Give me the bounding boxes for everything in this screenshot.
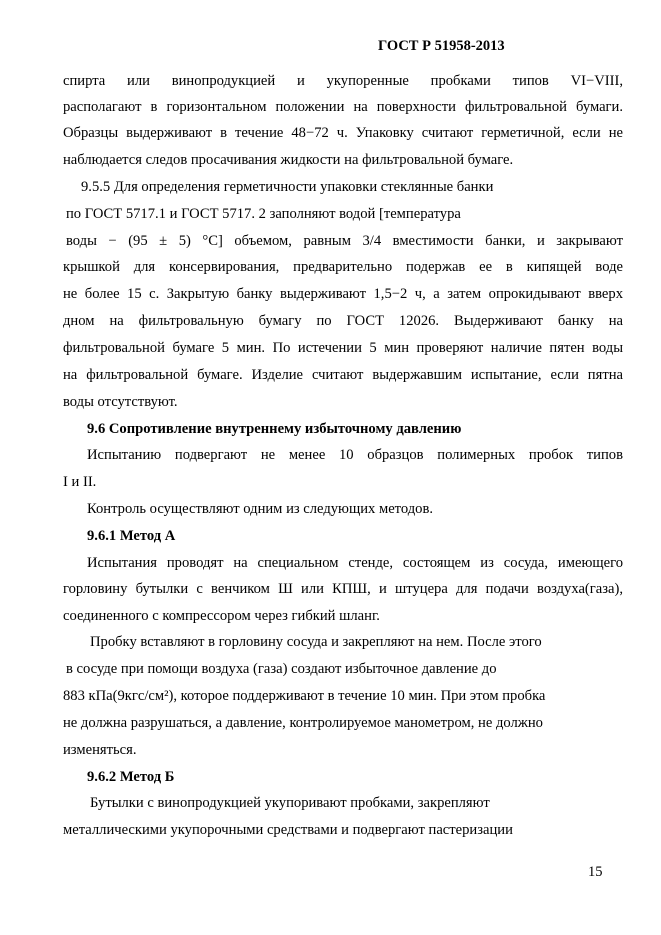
text-line-13: воды отсутствуют.: [63, 394, 178, 410]
text-line-3: Образцы выдерживают в течение 48−72 ч. Упаковку считают герметичной, если не: [63, 125, 623, 141]
text-line-29: металлическими укупорочными средствами и подвергают пастеризации: [63, 822, 513, 838]
text-line-1: спирта или винопродукцией и укупоренные пробками типов VI−VIII,: [63, 73, 623, 89]
text-line-4: наблюдается следов просачивания жидкости на фильтровальной бумаге.: [63, 152, 514, 168]
text-line-20: горловину бутылки с венчиком Ш или КПШ, и штуцера для подачи воздуха(газа),: [63, 581, 623, 597]
text-line-24: 883 кПа(9кгс/см²), которое поддерживают в течение 10 мин. При этом пробка: [63, 688, 546, 704]
text-line-2: располагают в горизонтальном положении на поверхности фильтровальной бумаги.: [63, 99, 623, 115]
text-line-21: соединенного с компрессором через гибкий шланг.: [63, 608, 380, 624]
text-line-23: в сосуде при помощи воздуха (газа) создают избыточное давление до: [66, 661, 497, 677]
text-line-12: на фильтровальной бумаге. Изделие считают выдержавшим испытание, если пятна: [63, 367, 623, 383]
text-line-16: I и II.: [63, 474, 97, 490]
text-line-14: 9.6 Сопротивление внутреннему избыточному давлению: [87, 421, 462, 437]
text-line-28: Бутылки с винопродукцией укупоривают пробками, закрепляют: [90, 795, 490, 811]
text-line-11: фильтровальной бумаге 5 мин. По истечении 5 мин проверяют наличие пятен воды: [63, 340, 623, 356]
text-line-5: 9.5.5 Для определения герметичности упаковки стеклянные банки: [81, 179, 494, 195]
text-line-26: изменяться.: [63, 742, 137, 758]
page-number: 15: [588, 864, 603, 880]
text-line-15: Испытанию подвергают не менее 10 образцов полимерных пробок типов: [87, 447, 623, 463]
text-line-18: 9.6.1 Метод А: [87, 528, 176, 544]
text-line-27: 9.6.2 Метод Б: [87, 769, 175, 785]
text-line-25: не должна разрушаться, а давление, контролируемое манометром, не должно: [63, 715, 543, 731]
text-line-9: не более 15 с. Закрытую банку выдерживают 1,5−2 ч, а затем опрокидывают вверх: [63, 286, 623, 302]
text-line-10: дном на фильтровальную бумагу по ГОСТ 12026. Выдерживают банку на: [63, 313, 623, 329]
text-line-6: по ГОСТ 5717.1 и ГОСТ 5717. 2 заполняют водой [температура: [66, 206, 461, 222]
text-line-17: Контроль осуществляют одним из следующих методов.: [87, 501, 433, 517]
text-line-22: Пробку вставляют в горловину сосуда и закрепляют на нем. После этого: [90, 634, 542, 650]
text-line-19: Испытания проводят на специальном стенде, состоящем из сосуда, имеющего: [87, 555, 623, 571]
document-header: ГОСТ Р 51958-2013: [378, 38, 505, 54]
text-line-7: воды − (95 ± 5) °С] объемом, равным 3/4 вместимости банки, и закрывают: [66, 233, 623, 249]
text-line-8: крышкой для консервирования, предварительно подержав ее в кипящей воде: [63, 259, 623, 275]
